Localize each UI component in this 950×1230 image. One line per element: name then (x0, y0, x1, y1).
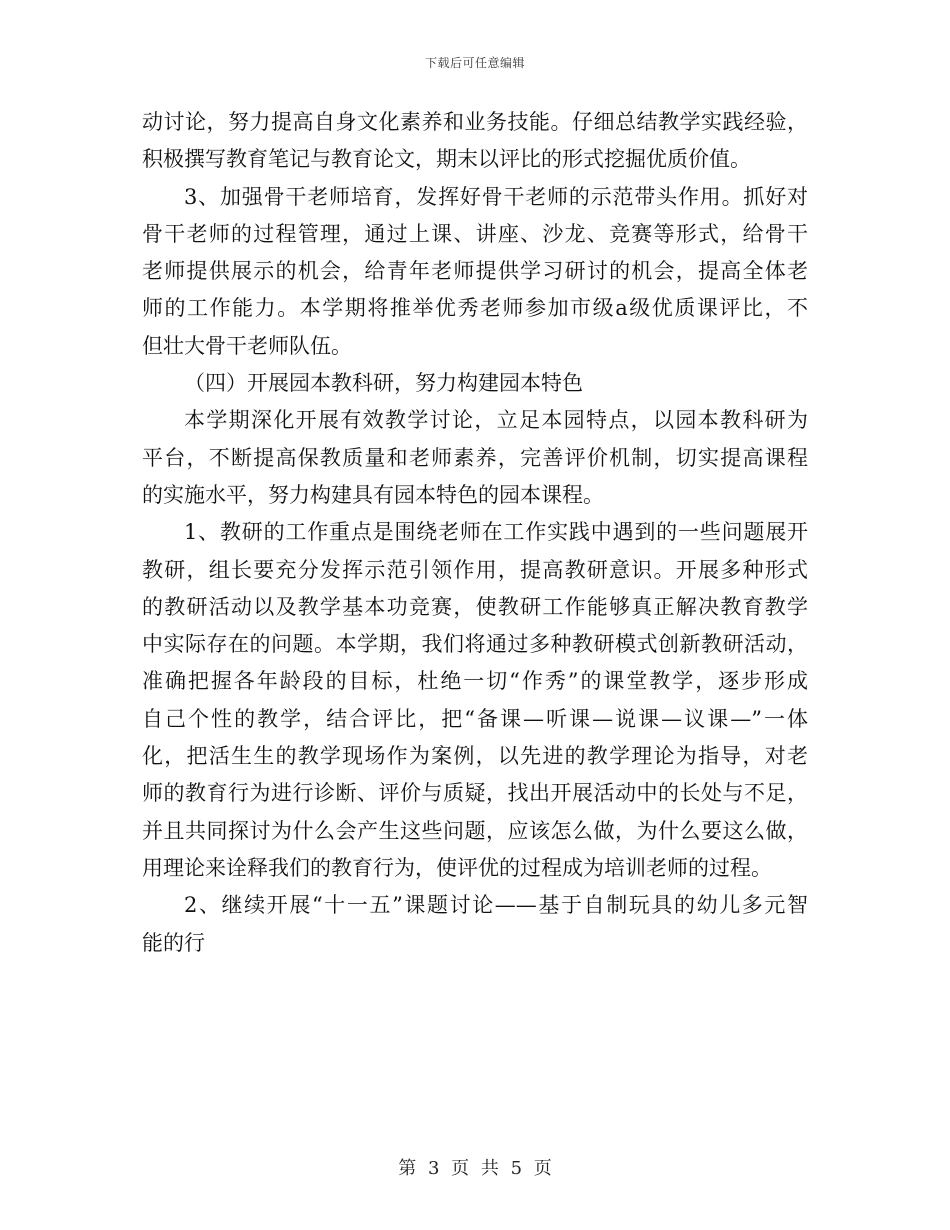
text-line: 并且共同探讨为什么会产生这些问题，应该怎么做，为什么要这么做， (142, 818, 808, 843)
text-line: 用理论来诠释我们的教育行为，使评优的过程成为培训老师的过程。 (142, 855, 772, 880)
text-line: 动讨论，努力提高自身文化素养和业务技能。仔细总结教学实践经验， (142, 110, 808, 134)
document-body (142, 104, 808, 962)
text-line: 的实施水平，努力构建具有园本特色的园本课程。 (142, 482, 604, 507)
text-line: 化，把活生生的教学现场作为案例，以先进的教学理论为指导，对老 (142, 744, 808, 769)
text-line: 但壮大骨干老师队伍。 (142, 333, 352, 358)
text-line: 的教研活动以及教学基本功竞赛，使教研工作能够真正解决教育教学 (142, 594, 808, 619)
download-note: 下载后可任意编辑 (424, 56, 525, 70)
text-line: 积极撰写教育笔记与教育论文，期末以评比的形式挖掘优质价值。 (142, 147, 751, 172)
text-line: 本学期深化开展有效教学讨论，立足本园特点，以园本教科研为 (184, 408, 808, 433)
text-line: 自己个性的教学，结合评比，把“备课—听课—说课—议课—”一体 (142, 706, 808, 731)
text-line: 骨干老师的过程管理，通过上课、讲座、沙龙、竞赛等形式，给骨干 (142, 221, 808, 246)
section-heading: （四）开展园本教科研，努力构建园本特色 (184, 371, 583, 396)
page-number: 第 3 页 共 5 页 (398, 1158, 552, 1179)
text-line: 1、教研的工作重点是围绕老师在工作实践中遇到的一些问题展开 (184, 520, 808, 545)
text-line: 3、加强骨干老师培育，发挥好骨干老师的示范带头作用。抓好对 (184, 184, 808, 209)
text-line: 中实际存在的问题。本学期，我们将通过多种教研模式创新教研活动， (142, 632, 808, 657)
text-line: 老师提供展示的机会，给青年老师提供学习研讨的机会，提高全体老 (142, 259, 808, 284)
text-line: 能的行 (142, 930, 205, 955)
text-line: 准确把握各年龄段的目标，杜绝一切“作秀”的课堂教学，逐步形成 (142, 669, 808, 694)
text-line: 平台，不断提高保教质量和老师素养，完善评价机制，切实提高课程 (142, 445, 808, 470)
text-line: 师的教育行为进行诊断、评价与质疑，找出开展活动中的长处与不足， (142, 781, 808, 806)
text-line: 师的工作能力。本学期将推举优秀老师参加市级a级优质课评比，不 (142, 296, 808, 321)
text-line: 教研，组长要充分发挥示范引领作用，提高教研意识。开展多种形式 (142, 557, 808, 582)
text-line: 2、继续开展“十一五”课题讨论——基于自制玩具的幼儿多元智 (184, 893, 808, 918)
